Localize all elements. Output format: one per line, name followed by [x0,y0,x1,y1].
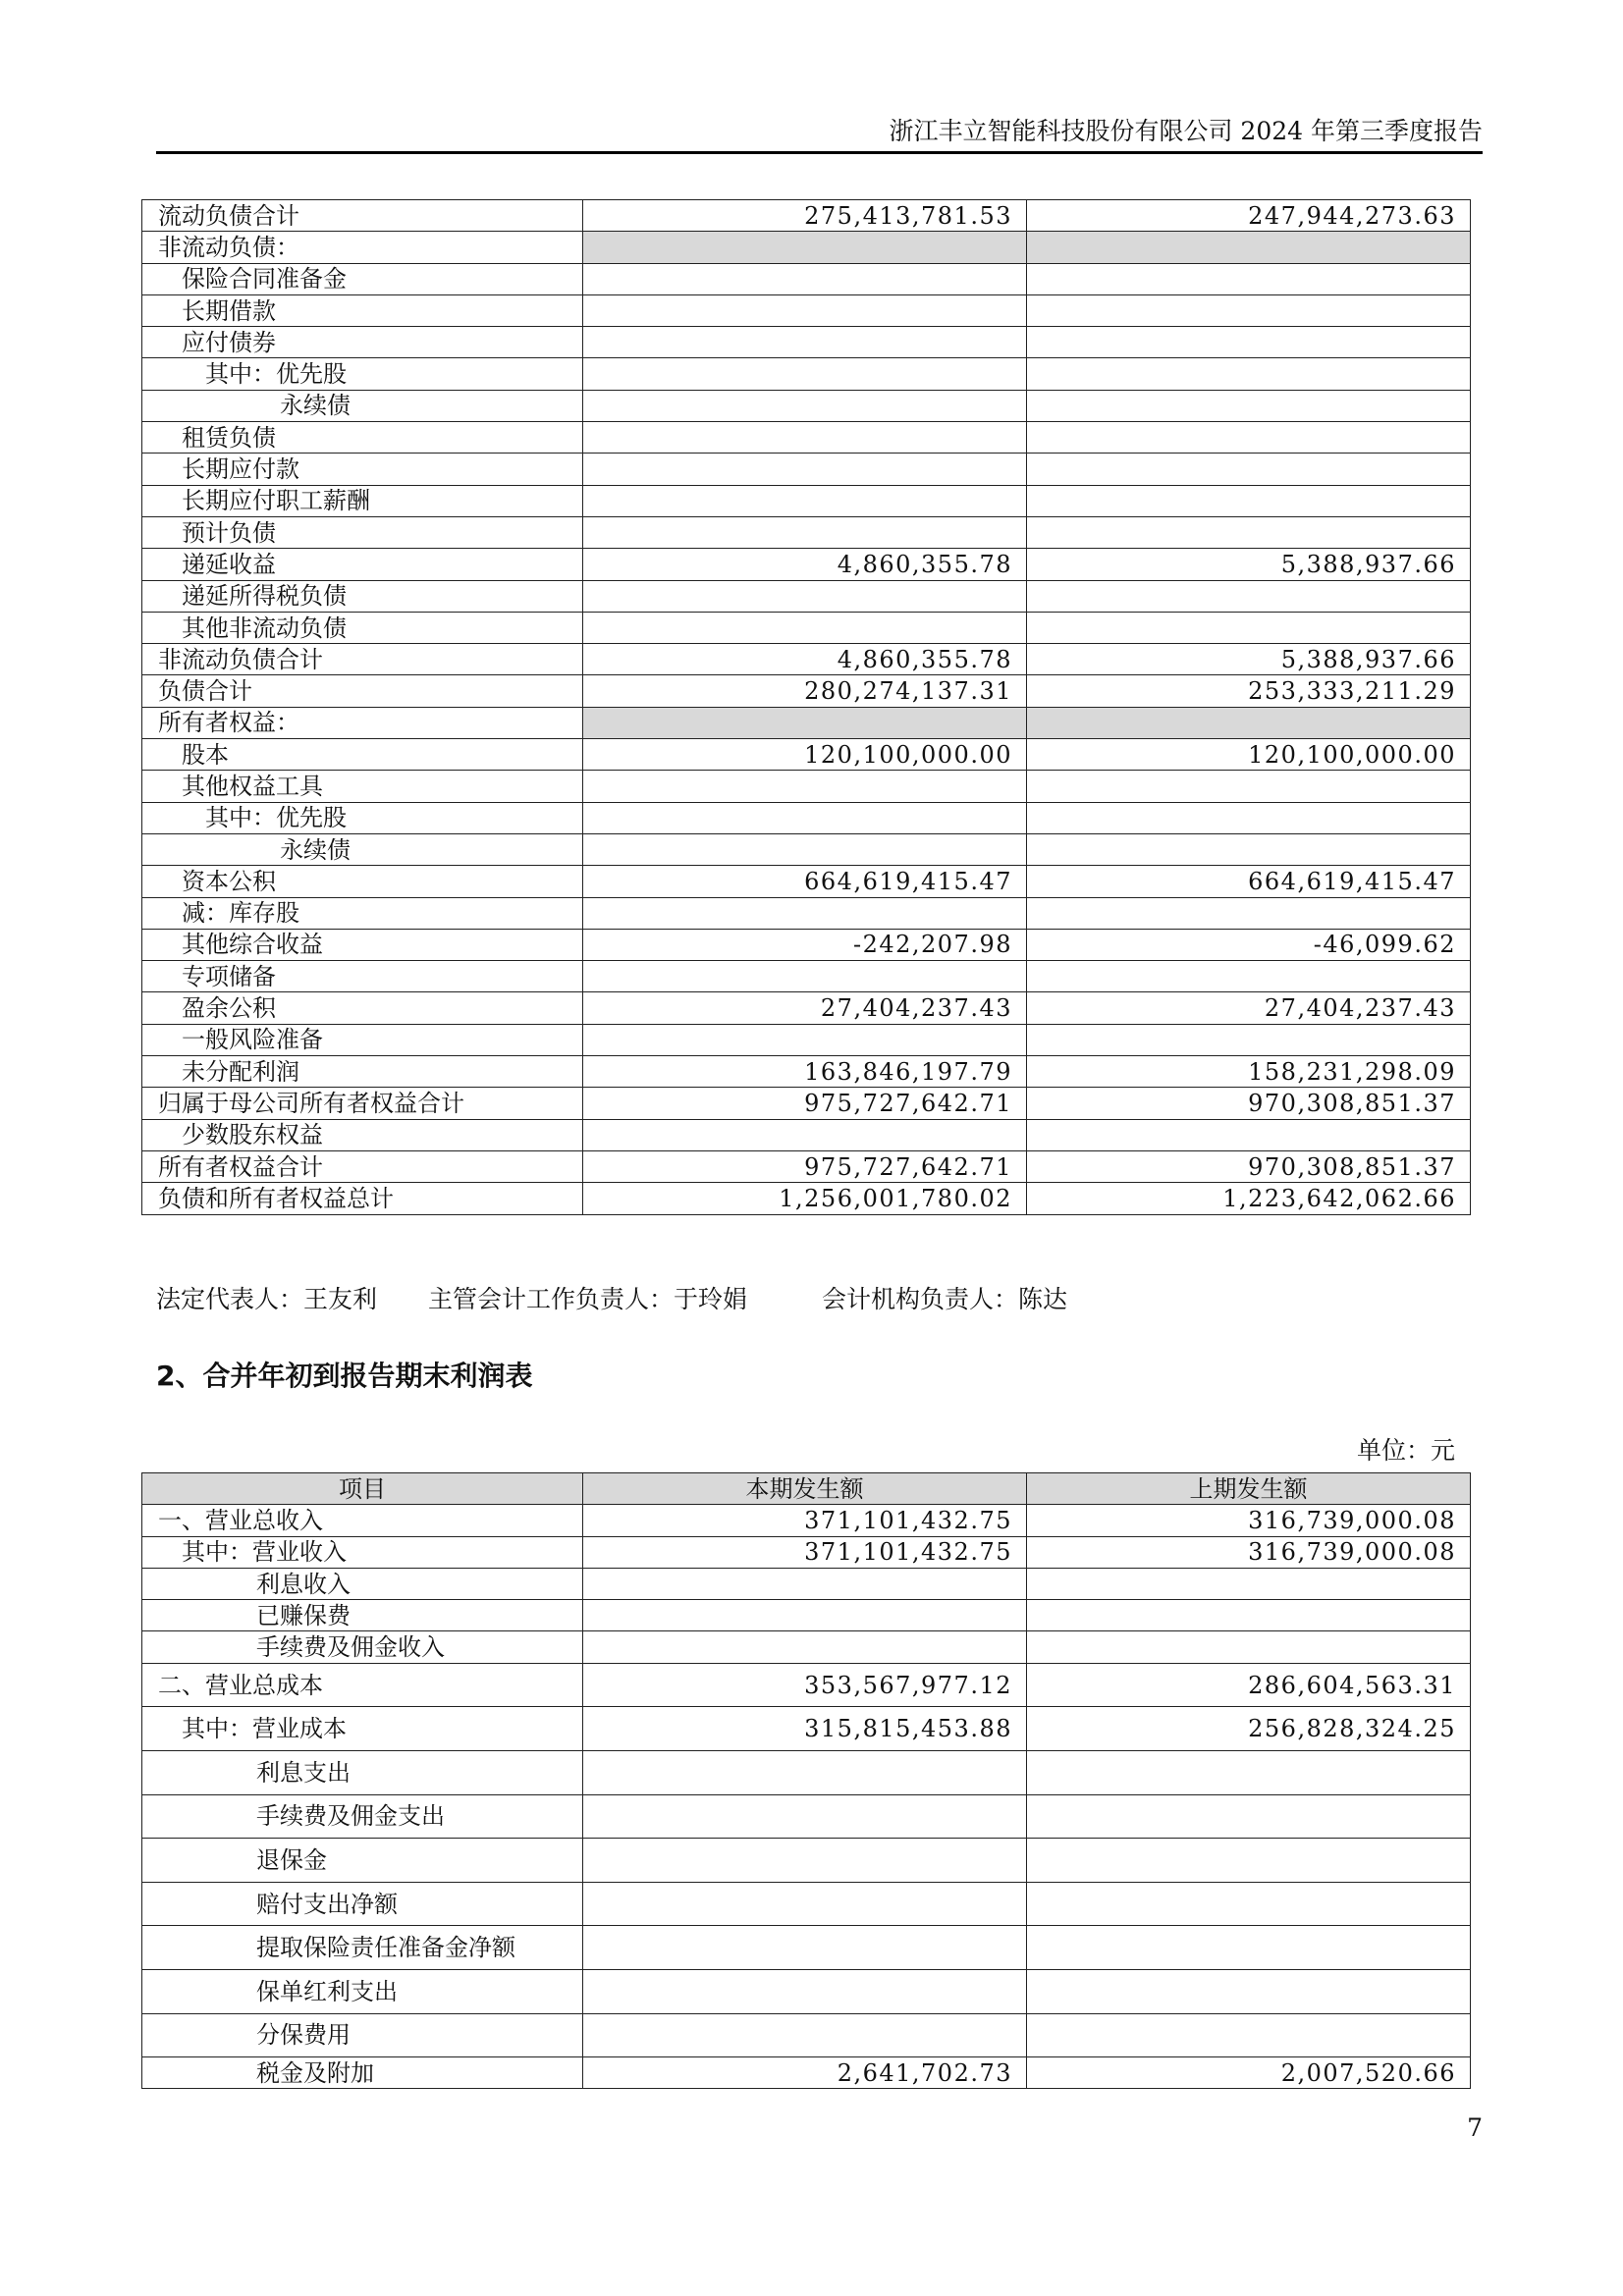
previous-value [1027,833,1471,865]
balance-sheet-table [141,199,1471,1215]
current-value [583,232,1027,263]
current-value [583,707,1027,738]
table-row [142,1150,1471,1182]
page-number: 7 [1467,2113,1483,2142]
table-row [142,1536,1471,1568]
row-label: 所有者权益合计 [142,1150,583,1182]
table-row [142,897,1471,929]
row-label: 负债和所有者权益总计 [142,1183,583,1214]
table-row [142,232,1471,263]
previous-value [1027,961,1471,992]
table-row [142,1707,1471,1751]
current-value: 280,274,137.31 [583,675,1027,707]
current-value [583,358,1027,390]
previous-value [1027,1568,1471,1599]
previous-value [1027,2013,1471,2057]
column-header-item: 项目 [142,1473,583,1505]
table-row [142,485,1471,516]
current-value [583,294,1027,326]
previous-value [1027,1794,1471,1839]
table-row [142,707,1471,738]
row-label: 已赚保费 [142,1600,583,1631]
row-label: 保险合同准备金 [142,263,583,294]
row-label: 专项储备 [142,961,583,992]
table-row [142,294,1471,326]
current-value [583,390,1027,421]
running-header: 浙江丰立智能科技股份有限公司 2024 年第三季度报告 [889,117,1483,145]
row-label: 非流动负债合计 [142,644,583,675]
previous-value: 286,604,563.31 [1027,1663,1471,1707]
previous-value [1027,485,1471,516]
current-value: 163,846,197.79 [583,1056,1027,1088]
row-label: 其中：优先股 [142,802,583,833]
table-row [142,961,1471,992]
previous-value [1027,1631,1471,1663]
previous-value [1027,1839,1471,1883]
previous-value [1027,1926,1471,1970]
row-label: 长期应付职工薪酬 [142,485,583,516]
table-row [142,549,1471,580]
column-header-current: 本期发生额 [583,1473,1027,1505]
row-label: 长期借款 [142,294,583,326]
table-row [142,1119,1471,1150]
row-label: 其他综合收益 [142,929,583,960]
table-row [142,1882,1471,1926]
previous-value: 970,308,851.37 [1027,1150,1471,1182]
row-label: 负债合计 [142,675,583,707]
table-row [142,1568,1471,1599]
table-row [142,2057,1471,2089]
current-value [583,1750,1027,1794]
previous-value [1027,612,1471,643]
row-label: 手续费及佣金支出 [142,1794,583,1839]
table-row [142,1839,1471,1883]
current-value: -242,207.98 [583,929,1027,960]
table-header-row [142,1473,1471,1505]
previous-value [1027,1882,1471,1926]
row-label: 退保金 [142,1839,583,1883]
current-value: 664,619,415.47 [583,866,1027,897]
current-value [583,1631,1027,1663]
table-row [142,1750,1471,1794]
current-value [583,263,1027,294]
row-label: 股本 [142,739,583,771]
previous-value [1027,1119,1471,1150]
table-row [142,1088,1471,1119]
table-row [142,644,1471,675]
accounting-head: 主管会计工作负责人：于玲娟 [428,1285,748,1313]
previous-value [1027,580,1471,612]
current-value: 353,567,977.12 [583,1663,1027,1707]
row-label: 其中：营业收入 [142,1536,583,1568]
current-value [583,1024,1027,1055]
row-label: 其中：营业成本 [142,1707,583,1751]
current-value: 4,860,355.78 [583,644,1027,675]
legal-representative: 法定代表人：王友利 [156,1285,378,1313]
previous-value: 316,739,000.08 [1027,1536,1471,1568]
table-row [142,866,1471,897]
row-label: 少数股东权益 [142,1119,583,1150]
current-value: 27,404,237.43 [583,992,1027,1024]
row-label: 盈余公积 [142,992,583,1024]
table-row [142,675,1471,707]
row-label: 其中：优先股 [142,358,583,390]
current-value: 315,815,453.88 [583,1707,1027,1751]
current-value [583,454,1027,485]
current-value [583,327,1027,358]
row-label: 其他非流动负债 [142,612,583,643]
current-value [583,612,1027,643]
previous-value: 5,388,937.66 [1027,644,1471,675]
table-row [142,358,1471,390]
row-label: 永续债 [142,390,583,421]
unit-label: 单位：元 [1356,1436,1455,1465]
signature-line [156,1282,1067,1317]
table-row [142,1926,1471,1970]
table-row [142,1056,1471,1088]
table-row [142,1600,1471,1631]
table-row [142,1183,1471,1214]
accounting-org-head: 会计机构负责人：陈达 [822,1285,1068,1313]
current-value: 120,100,000.00 [583,739,1027,771]
table-row [142,263,1471,294]
previous-value: 158,231,298.09 [1027,1056,1471,1088]
table-row [142,771,1471,802]
current-value [583,1794,1027,1839]
previous-value [1027,802,1471,833]
previous-value [1027,1750,1471,1794]
table-row [142,327,1471,358]
previous-value [1027,707,1471,738]
previous-value [1027,897,1471,929]
header-rule [156,151,1483,154]
row-label: 利息支出 [142,1750,583,1794]
table-row [142,516,1471,548]
row-label: 分保费用 [142,2013,583,2057]
previous-value: 970,308,851.37 [1027,1088,1471,1119]
current-value: 4,860,355.78 [583,549,1027,580]
row-label: 手续费及佣金收入 [142,1631,583,1663]
previous-value: 2,007,520.66 [1027,2057,1471,2089]
row-label: 递延所得税负债 [142,580,583,612]
row-label: 利息收入 [142,1568,583,1599]
previous-value: 664,619,415.47 [1027,866,1471,897]
previous-value: 120,100,000.00 [1027,739,1471,771]
current-value [583,422,1027,454]
row-label: 预计负债 [142,516,583,548]
current-value [583,580,1027,612]
row-label: 非流动负债： [142,232,583,263]
current-value: 2,641,702.73 [583,2057,1027,2089]
previous-value: 1,223,642,062.66 [1027,1183,1471,1214]
current-value [583,897,1027,929]
current-value [583,771,1027,802]
previous-value [1027,263,1471,294]
current-value [583,1600,1027,1631]
table-row [142,1631,1471,1663]
section-title: 2、合并年初到报告期末利润表 [156,1360,533,1392]
previous-value [1027,327,1471,358]
row-label: 税金及附加 [142,2057,583,2089]
previous-value [1027,422,1471,454]
row-label: 赔付支出净额 [142,1882,583,1926]
current-value: 975,727,642.71 [583,1088,1027,1119]
row-label: 流动负债合计 [142,200,583,232]
row-label: 所有者权益： [142,707,583,738]
current-value [583,485,1027,516]
row-label: 二、营业总成本 [142,1663,583,1707]
previous-value: 5,388,937.66 [1027,549,1471,580]
row-label: 租赁负债 [142,422,583,454]
current-value: 371,101,432.75 [583,1536,1027,1568]
row-label: 归属于母公司所有者权益合计 [142,1088,583,1119]
row-label: 一般风险准备 [142,1024,583,1055]
row-label: 减：库存股 [142,897,583,929]
current-value [583,2013,1027,2057]
current-value [583,1119,1027,1150]
previous-value [1027,1969,1471,2013]
previous-value: 253,333,211.29 [1027,675,1471,707]
previous-value [1027,294,1471,326]
previous-value [1027,232,1471,263]
current-value [583,833,1027,865]
previous-value [1027,390,1471,421]
row-label: 递延收益 [142,549,583,580]
table-row [142,1663,1471,1707]
table-row [142,200,1471,232]
current-value [583,1882,1027,1926]
current-value [583,516,1027,548]
income-statement-table [141,1472,1471,2089]
previous-value: 247,944,273.63 [1027,200,1471,232]
current-value: 371,101,432.75 [583,1505,1027,1536]
current-value [583,1969,1027,2013]
previous-value: -46,099.62 [1027,929,1471,960]
table-row [142,929,1471,960]
current-value [583,1839,1027,1883]
current-value [583,961,1027,992]
table-row [142,422,1471,454]
row-label: 保单红利支出 [142,1969,583,2013]
table-row [142,1024,1471,1055]
table-row [142,739,1471,771]
table-row [142,580,1471,612]
current-value: 275,413,781.53 [583,200,1027,232]
table-row [142,1969,1471,2013]
row-label: 一、营业总收入 [142,1505,583,1536]
table-row [142,612,1471,643]
table-row [142,390,1471,421]
previous-value [1027,1600,1471,1631]
row-label: 提取保险责任准备金净额 [142,1926,583,1970]
table-row [142,2013,1471,2057]
row-label: 资本公积 [142,866,583,897]
table-row [142,992,1471,1024]
current-value [583,1926,1027,1970]
current-value: 975,727,642.71 [583,1150,1027,1182]
previous-value [1027,454,1471,485]
row-label: 其他权益工具 [142,771,583,802]
previous-value [1027,771,1471,802]
previous-value [1027,358,1471,390]
previous-value: 316,739,000.08 [1027,1505,1471,1536]
table-row [142,1794,1471,1839]
row-label: 长期应付款 [142,454,583,485]
column-header-previous: 上期发生额 [1027,1473,1471,1505]
row-label: 永续债 [142,833,583,865]
current-value: 1,256,001,780.02 [583,1183,1027,1214]
previous-value: 27,404,237.43 [1027,992,1471,1024]
previous-value: 256,828,324.25 [1027,1707,1471,1751]
row-label: 未分配利润 [142,1056,583,1088]
table-row [142,833,1471,865]
current-value [583,802,1027,833]
row-label: 应付债券 [142,327,583,358]
table-row [142,454,1471,485]
previous-value [1027,516,1471,548]
previous-value [1027,1024,1471,1055]
table-row [142,802,1471,833]
table-row [142,1505,1471,1536]
current-value [583,1568,1027,1599]
